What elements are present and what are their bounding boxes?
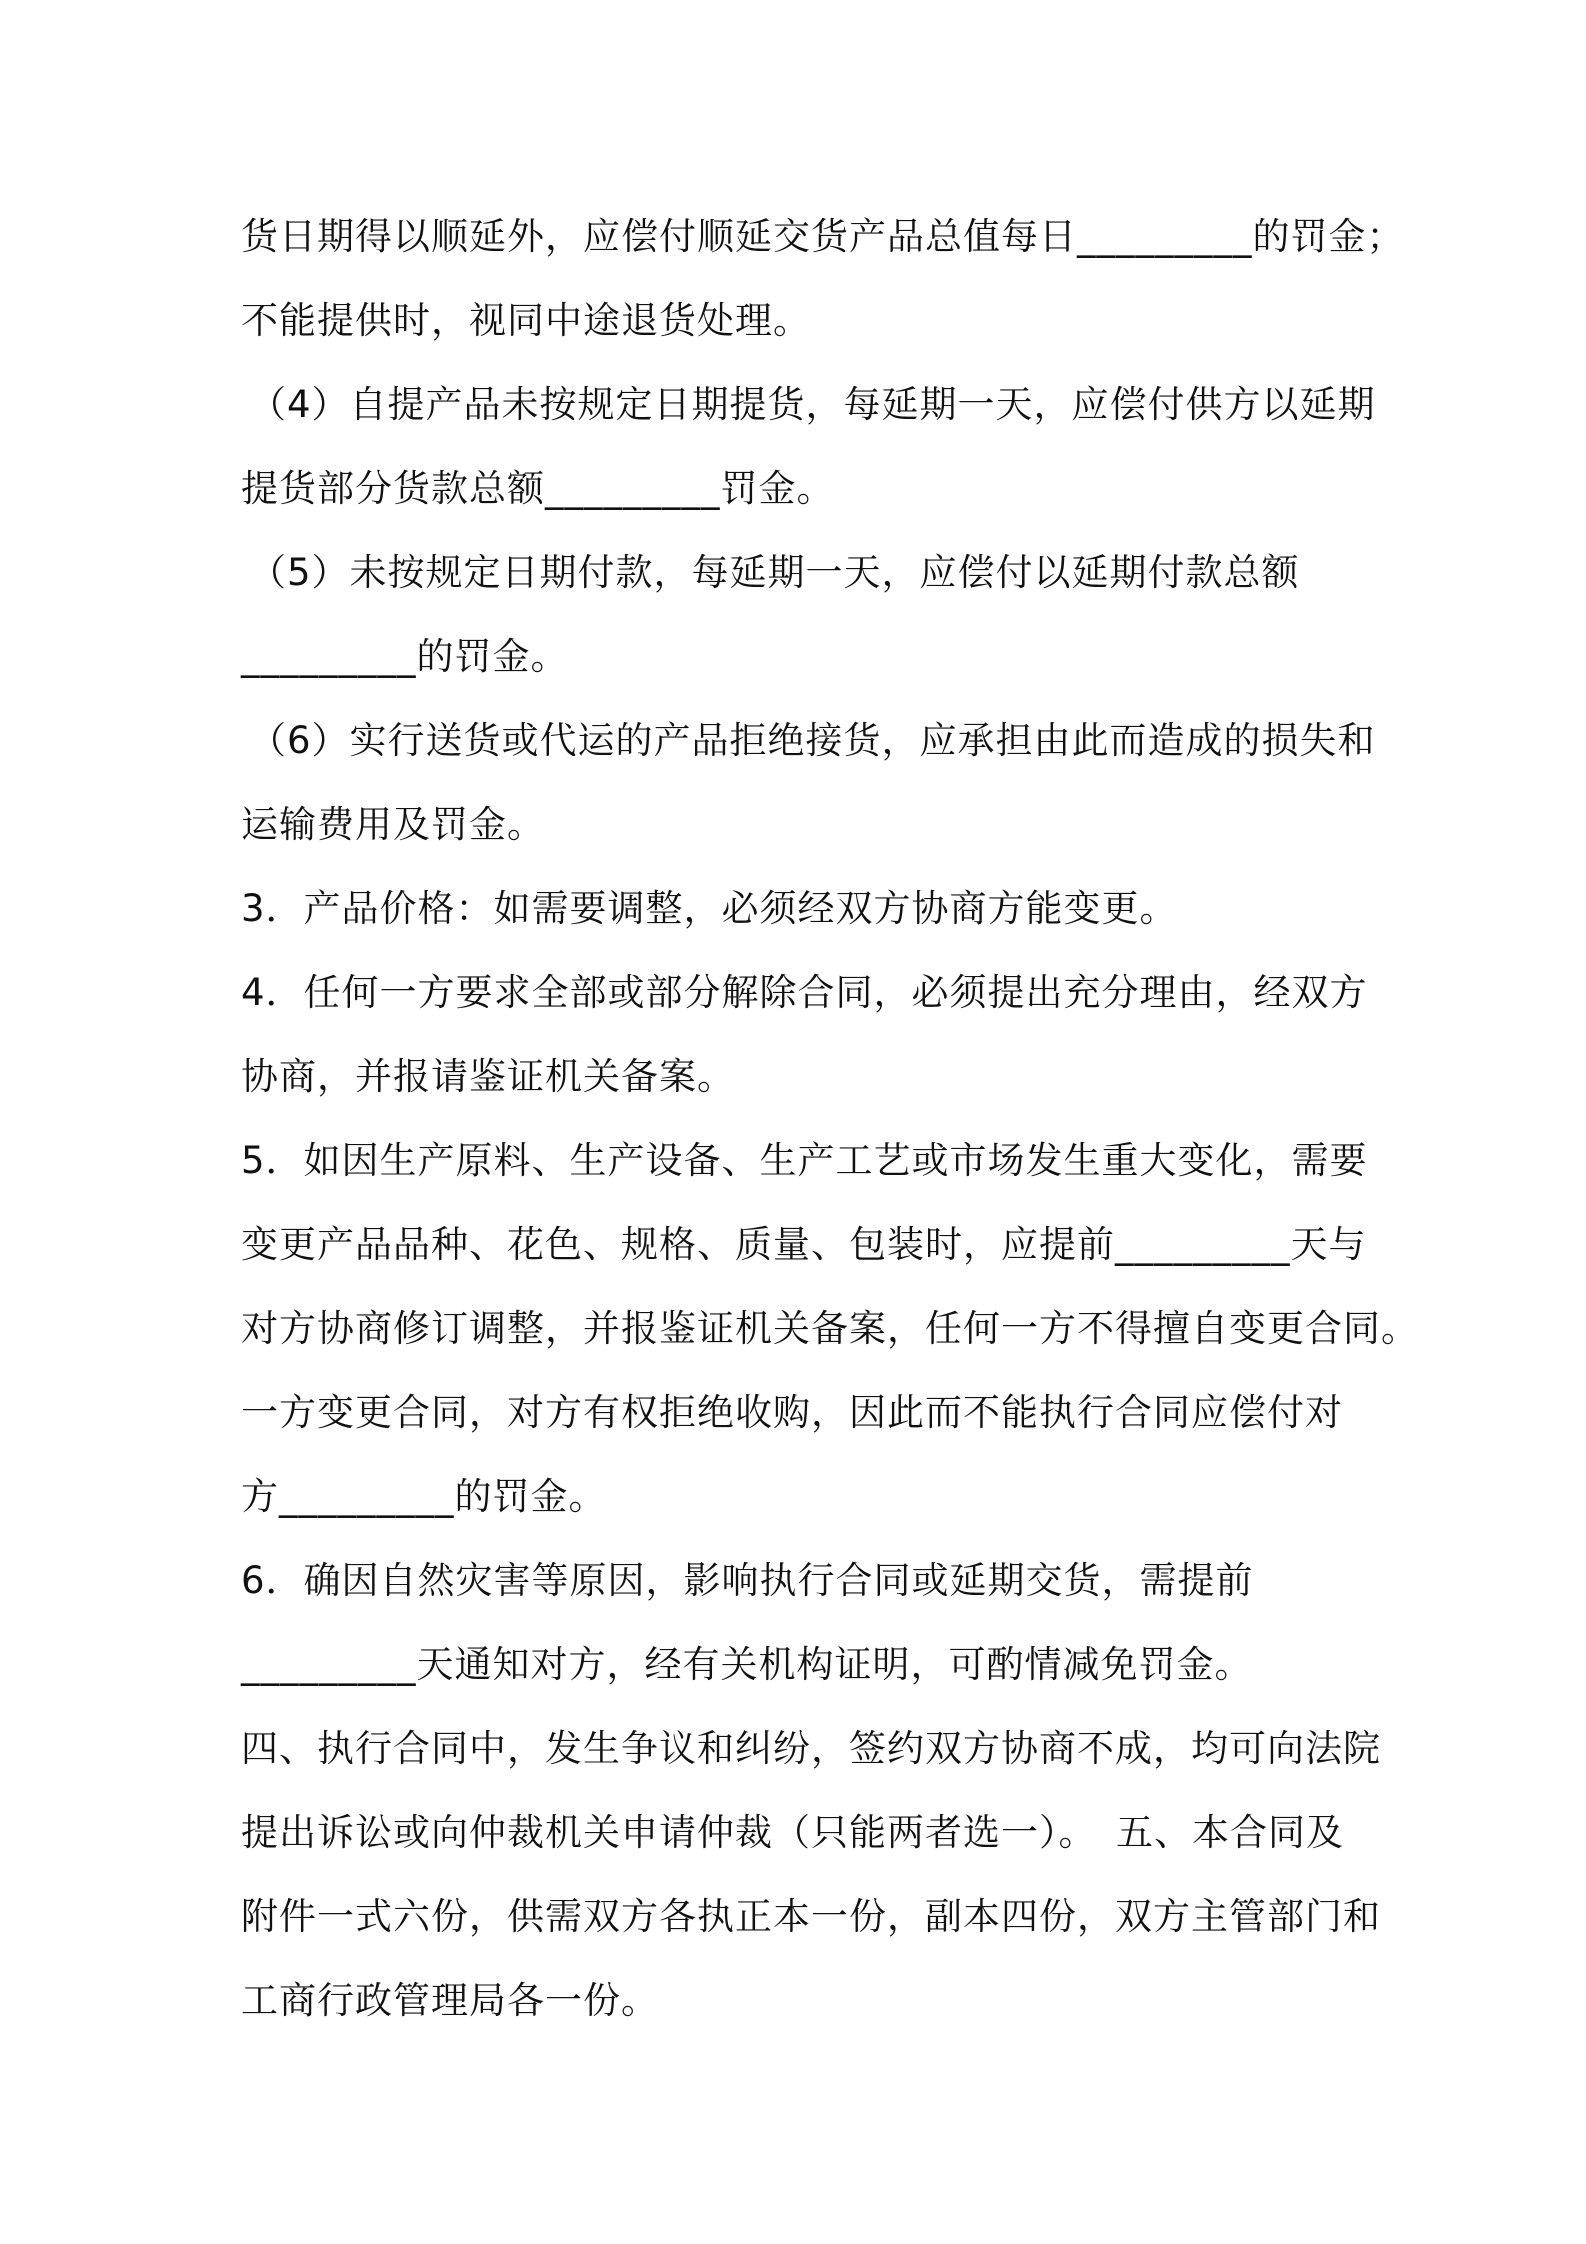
text-line: 货日期得以顺延外，应偿付顺延交货产品总值每日_________的罚金； [241, 215, 1405, 258]
text-line: （6）实行送货或代运的产品拒绝接货，应承担由此而造成的损失和 [249, 719, 1376, 762]
text-line: 方_________的罚金。 [241, 1475, 607, 1518]
contract-text [241, 195, 1419, 2043]
text-line: 提货部分货款总额_________罚金。 [241, 467, 835, 510]
text-line: 提出诉讼或向仲裁机关申请仲裁（只能两者选一）。 五、本合同及 [241, 1811, 1344, 1854]
text-line: 运输费用及罚金。 [241, 803, 545, 846]
text-line: （4）自提产品未按规定日期提货，每延期一天，应偿付供方以延期 [249, 383, 1376, 426]
text-line: 一方变更合同，对方有权拒绝收购，因此而不能执行合同应偿付对 [241, 1391, 1343, 1434]
text-line: 工商行政管理局各一份。 [241, 1979, 659, 2022]
text-line: 协商，并报请鉴证机关备案。 [241, 1055, 735, 1098]
text-line: 四、执行合同中，发生争议和纠纷，签约双方协商不成，均可向法院 [241, 1727, 1381, 1770]
text-line: 5．如因生产原料、生产设备、生产工艺或市场发生重大变化，需要 [241, 1139, 1368, 1182]
text-line: 附件一式六份，供需双方各执正本一份，副本四份，双方主管部门和 [241, 1895, 1381, 1938]
text-line: 变更产品品种、花色、规格、质量、包装时，应提前_________天与 [241, 1223, 1367, 1266]
text-line: _________天通知对方，经有关机构证明，可酌情减免罚金。 [241, 1643, 1253, 1686]
text-line: （5）未按规定日期付款，每延期一天，应偿付以延期付款总额 [249, 551, 1300, 594]
text-line: 6．确因自然灾害等原因，影响执行合同或延期交货，需提前 [241, 1559, 1254, 1602]
text-line: _________的罚金。 [241, 635, 569, 678]
text-line: 对方协商修订调整，并报鉴证机关备案，任何一方不得擅自变更合同。 [241, 1307, 1419, 1350]
text-line: 不能提供时，视同中途退货处理。 [241, 299, 811, 342]
text-line: 3．产品价格：如需要调整，必须经双方协商方能变更。 [241, 887, 1178, 930]
text-line: 4．任何一方要求全部或部分解除合同，必须提出充分理由，经双方 [241, 971, 1368, 1014]
